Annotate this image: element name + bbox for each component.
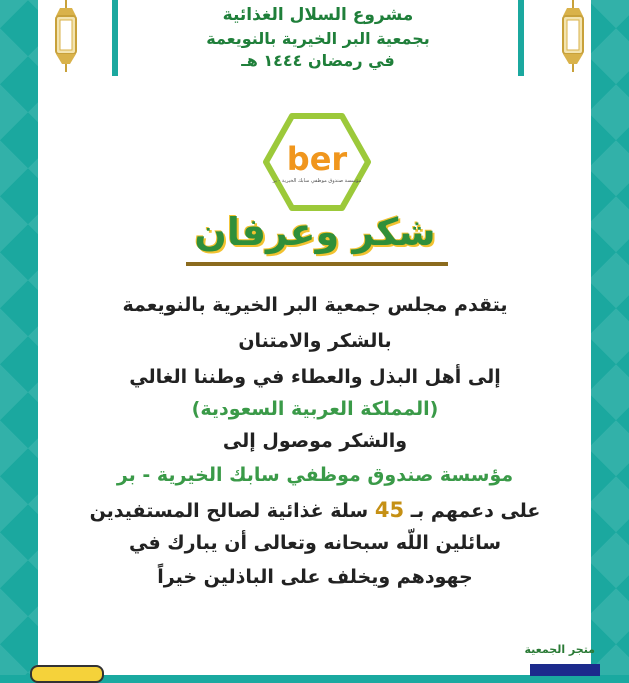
- bottom-logo: [530, 664, 600, 676]
- body-line-6: مؤسسة صندوق موظفي سابك الخيرية - بر: [116, 464, 514, 486]
- body-line-7: [80, 498, 550, 522]
- body-line-4: (المملكة العربية السعودية): [191, 398, 439, 420]
- store-label: متجر الجمعية: [524, 643, 595, 656]
- logo-subtitle: مؤسسة صندوق موظفي سابك الخيرية - بر: [272, 178, 362, 184]
- header-line-3: في رمضان ١٤٤٤ هـ: [241, 51, 395, 70]
- page-title: شكر وعرفان: [194, 210, 436, 254]
- body-line-2: بالشكر والامتنان: [238, 330, 392, 352]
- basket-count: 45: [374, 498, 405, 522]
- body-line-9: جهودهم ويخلف على الباذلين خيراً: [157, 566, 473, 588]
- body-line-7-suffix: سلة غذائية لصالح المستفيدين: [89, 500, 369, 522]
- body-line-5: والشكر موصول إلى: [222, 430, 408, 452]
- ber-logo: [262, 112, 372, 212]
- bottom-badge: [30, 665, 104, 683]
- body-line-3: إلى أهل البذل والعطاء في وطننا الغالي: [129, 366, 501, 388]
- header-line-1: مشروع السلال الغذائية: [222, 5, 414, 25]
- header-box: [112, 0, 524, 76]
- logo-text: ber: [286, 140, 348, 178]
- body-line-1: يتقدم مجلس جمعية البر الخيرية بالنويعمة: [122, 294, 508, 316]
- title-underline: [186, 262, 448, 266]
- body-line-7-prefix: على دعمهم بـ: [410, 500, 541, 522]
- lantern-icon-left: [50, 0, 82, 72]
- lantern-icon-right: [557, 0, 589, 72]
- body-line-8: سائلين اللّه سبحانه وتعالى أن يبارك في: [128, 532, 502, 554]
- header-line-2: بجمعية البر الخيرية بالنويعمة: [206, 29, 430, 48]
